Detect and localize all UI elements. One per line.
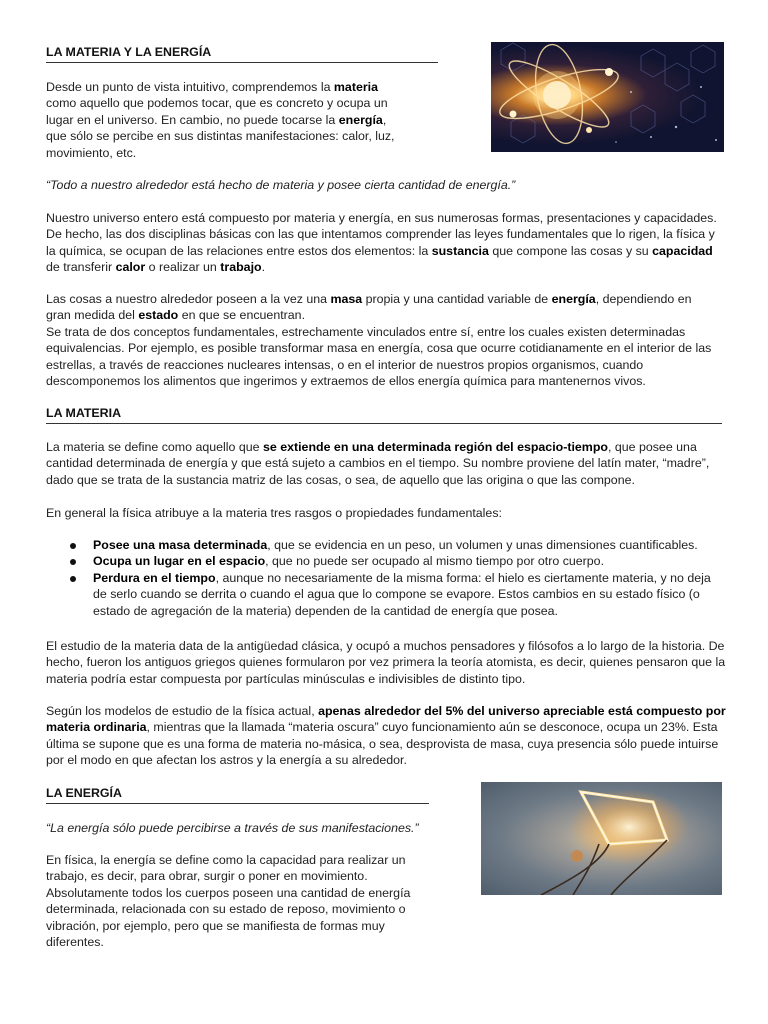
bold-term: apenas alrededor del 5% del universo apreciable está compuesto por materia ordinaria — [46, 704, 726, 735]
text-run: o realizar un — [145, 260, 221, 275]
bold-term: masa — [330, 292, 363, 306]
text-run: , aunque no necesariamente de la misma forma: el hielo es ciertamente materia, y no deja de serlo cuando se derrita o cuando el agua que lo compone se evapore. Estos cambios en su estado físico (o estado de agregación de la materia) dependen de la cantidad de energía que posea. — [93, 570, 711, 618]
heading-materia-y-energia: LA MATERIA Y LA ENERGÍA — [46, 44, 438, 63]
bold-term: estado — [138, 308, 179, 323]
text-run: , que no puede ser ocupado al mismo tiempo por otro cuerpo. — [265, 554, 605, 569]
quote-materia-energia: “Todo a nuestro alrededor está hecho de materia y posee cierta cantidad de energía.” — [46, 178, 516, 192]
properties-intro-paragraph: En general la física atribuye a la materia tres rasgos o propiedades fundamentales: — [46, 506, 502, 520]
heading-energia: LA ENERGÍA — [46, 785, 429, 804]
atom-image — [491, 42, 724, 152]
list-item — [46, 553, 716, 569]
text-run: La materia se define como aquello que — [46, 440, 263, 454]
history-paragraph: El estudio de la materia data de la antigüedad clásica, y ocupó a muchos pensadores y filósofos a lo largo de la historia. De hecho, fueron los antiguos griegos quienes formularon por vez primera la teoría atomista, es decir, quienes pensaron que la materia podría estar compuesta por partículas minúsculas e indivisibles de distinto tipo. — [46, 639, 726, 686]
bold-term: calor — [115, 260, 146, 275]
text-run: Las cosas a nuestro alrededor poseen a la vez una — [46, 292, 331, 306]
text-run: que compone las cosas y su — [488, 243, 653, 258]
text-run: Desde un punto de vista intuitivo, comprendemos la — [46, 80, 334, 94]
bold-term: capacidad — [652, 243, 713, 258]
bold-term: Posee una masa determinada — [93, 538, 268, 552]
heading-materia: LA MATERIA — [46, 405, 722, 424]
bold-term: energía — [338, 112, 383, 127]
text-run: propia y una cantidad variable de — [362, 292, 552, 306]
bold-term: energía — [551, 292, 596, 306]
list-item — [46, 537, 716, 553]
bullet-icon — [70, 543, 76, 549]
intro-paragraph — [46, 79, 406, 161]
dark-matter-paragraph — [46, 703, 726, 769]
text-run: , mientras que la llamada “materia oscura” cuyo funcionamiento aún se desconoce, ocupa un 23%. Esta última se supone que es una forma de materia no-másica, o sea, desprovista de masa, cuya presencia sólo puede intuirse por el modo en que afectan los astros y la energía a su alrededor. — [46, 720, 719, 768]
equivalence-paragraph: Se trata de dos conceptos fundamentales, estrechamente vinculados entre sí, entre los cuales existen determinadas equivalencias. Por ejemplo, es posible transformar masa en energía, cosa que ocurre cotidianamente en el interior de las estrellas, a través de reacciones nucleares intensas, o en el interior de nuestros propios organismos, cuando descomponemos los alimentos que ingerimos y extraemos de ellos energía química para mantenernos vivos. — [46, 325, 712, 389]
bold-term: trabajo — [220, 260, 262, 275]
bold-term: Perdura en el tiempo — [93, 570, 216, 585]
materia-definition-paragraph — [46, 439, 716, 488]
text-run: de transferir — [46, 260, 116, 275]
energia-definition-paragraph: En física, la energía se define como la capacidad para realizar un trabajo, es decir, para obrar, surgir o poner en movimiento. Absolutamente todos los cuerpos poseen una cantidad de energía determinada, relacionada con su estado de reposo, movimiento o vibración, por ejemplo, pero que se manifiesta de formas muy diferentes. — [46, 853, 411, 950]
bold-term: sustancia — [431, 243, 489, 258]
quote-energia: “La energía sólo puede percibirse a través de sus manifestaciones.” — [46, 821, 419, 835]
text-run: , dependiendo en gran medida del — [46, 292, 692, 323]
bold-term: Ocupa un lugar en el espacio — [93, 554, 266, 569]
properties-list — [46, 537, 716, 619]
text-run: Según los modelos de estudio de la física actual, — [46, 704, 319, 718]
text-run: Nuestro universo entero está compuesto por materia y energía, en sus numerosas formas, presentaciones y capacidades. De hecho, las dos disciplinas básicas con las que intentamos comprender las leyes fundamentales que lo rigen, la física y la química, se ocupan de las relaciones entre estos dos elementos: la — [46, 211, 717, 258]
universe-paragraph — [46, 210, 721, 276]
bold-term: se extiende en una determinada región del espacio-tiempo — [262, 440, 608, 454]
mass-energy-paragraph — [46, 291, 711, 324]
list-item — [46, 570, 716, 619]
text-run: en que se encuentran. — [178, 308, 306, 323]
text-run: como aquello que podemos tocar, que es concreto y ocupa un lugar en el universo. En cambio, no puede tocarse la — [46, 96, 388, 127]
text-run: , que se evidencia en un peso, un volumen y unas dimensiones cuantificables. — [267, 538, 698, 552]
bullet-icon — [70, 559, 76, 565]
text-run: . — [261, 260, 266, 275]
light-bulb-image — [481, 782, 722, 895]
text-run: , que sólo se percibe en sus distintas manifestaciones: calor, luz, movimiento, etc. — [46, 112, 395, 160]
bold-term: materia — [333, 80, 378, 94]
bullet-icon — [70, 576, 76, 582]
text-run: , que posee una cantidad determinada de energía y que está sujeto a cambios en el tiempo. Su nombre proviene del latín mater, “madre”, dado que se trata de la sustancia matriz de las cosas, o sea, de aquello que las origina o que las compone. — [46, 440, 710, 487]
